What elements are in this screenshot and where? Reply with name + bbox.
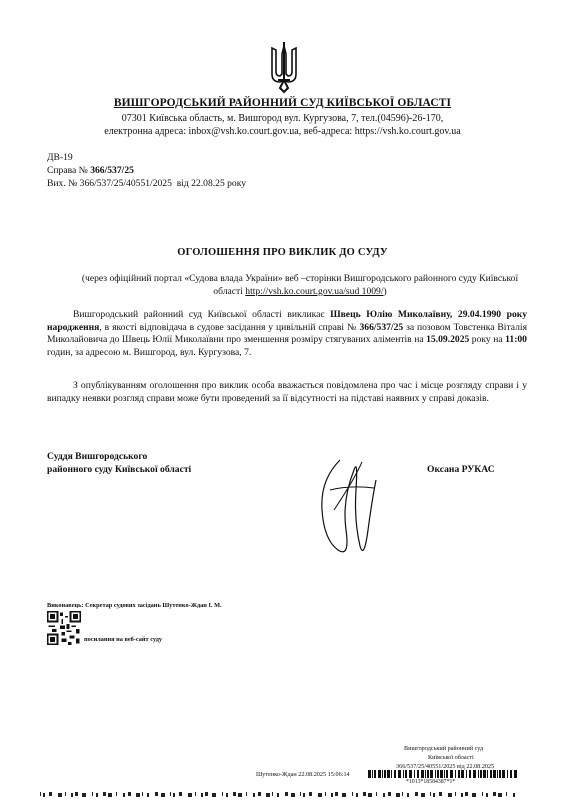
barcode-bar (493, 770, 496, 778)
outgoing-number: Вих. № 366/537/25/40551/2025 (47, 178, 172, 189)
barcode-bar (483, 770, 486, 778)
bottom-artifact-mark (376, 792, 377, 796)
stamp-registration: 366/537/25/40551/2025 від 22.08.2025 (396, 763, 495, 770)
barcode-bar (427, 770, 429, 778)
barcode-bar (497, 770, 498, 778)
barcode-bar (398, 770, 401, 778)
bottom-artifact-mark (173, 793, 175, 797)
bottom-artifact-mark (421, 793, 425, 797)
barcode-bar (368, 770, 371, 778)
barcode-bar (403, 770, 404, 778)
bottom-artifact-mark (363, 792, 366, 796)
outgoing-date: від 22.08.25 року (176, 178, 247, 189)
summons-paragraph (47, 309, 527, 359)
bottom-artifact-mark (455, 792, 456, 796)
barcode-bar (514, 770, 517, 778)
bottom-artifact-mark (128, 792, 131, 796)
stamp-user-time: Шутенко-Ждан 22.08.2025 15:06:14 (256, 771, 350, 778)
barcode-bar (440, 770, 443, 778)
barcode-bar (425, 770, 426, 778)
bottom-artifact-mark (222, 792, 223, 796)
trident-emblem-icon (268, 40, 300, 94)
barcode-bar (414, 770, 415, 778)
bottom-artifact-mark (233, 792, 236, 796)
barcode-bar (444, 770, 445, 778)
document-title: ОГОЛОШЕННЯ ПРО ВИКЛИК ДО СУДУ (177, 247, 388, 258)
barcode-bar (458, 770, 460, 778)
court-contacts: електронна адреса: inbox@vsh.ko.court.gov.ua, веб-адреса: https://vsh.ko.court.gov.ua (104, 126, 461, 137)
bottom-artifact-mark (318, 793, 322, 797)
barcode-bar (387, 770, 390, 778)
bottom-artifact-mark (448, 793, 452, 797)
bottom-artifact-mark (258, 792, 261, 796)
qr-code-icon[interactable] (47, 611, 81, 645)
barcode-icon (368, 770, 518, 778)
bottom-artifact-mark (331, 793, 333, 797)
executor-line: Виконавець: Секретар судових засідань Шутенко-Ждан І. М. (47, 602, 222, 609)
bottom-artifact-mark (253, 793, 255, 797)
judge-title-line2: районного суду Київської області (47, 463, 192, 475)
bottom-artifact-mark (116, 792, 117, 796)
bottom-artifact-mark (513, 793, 515, 797)
para1-part1: Вишгородський районний суд Київської області викликає (73, 309, 331, 320)
bottom-artifact-mark (96, 793, 98, 797)
bottom-artifact-mark (108, 793, 112, 797)
bottom-artifact-mark (147, 793, 149, 797)
bottom-artifact-mark (486, 793, 488, 797)
form-code: ДВ-19 (47, 152, 73, 163)
bottom-artifact-mark (123, 793, 125, 797)
barcode-bar (372, 770, 373, 778)
bottom-artifact-mark (155, 792, 158, 796)
case-number-line (47, 165, 134, 177)
bottom-artifact-mark (92, 792, 93, 796)
bottom-artifact-mark (205, 792, 208, 796)
barcode-bar (374, 770, 376, 778)
notice-paragraph: З опублікуванням оголошення про виклик особа вважається повідомлена про час і місце розгляду справи і у випадку неявки розгляд справи може бути проведений за її відсутності на підставі наявних у справі доказів. (47, 380, 527, 404)
defendant-name: Швець Юлію Миколаївну, 29.04.1990 року народження (47, 309, 527, 333)
bottom-artifact-mark (415, 792, 418, 796)
barcode-bar (430, 770, 433, 778)
bottom-artifact-mark (309, 792, 312, 796)
stamp-court-line1: Вишгородський районний суд (404, 745, 484, 752)
bottom-artifact-mark (238, 793, 242, 797)
bottom-artifact-mark (396, 793, 400, 797)
bottom-artifact-mark (195, 792, 196, 796)
stamp-court-line2: Київської області (428, 754, 474, 761)
barcode-bar (450, 770, 453, 778)
bottom-artifact-mark (212, 793, 216, 797)
bottom-artifact-mark (368, 793, 372, 797)
bottom-artifact-mark (383, 793, 385, 797)
barcode-bar (510, 770, 512, 778)
para1-part2: , в якості відповідача в судове засідання у цивільній справі № (99, 321, 360, 333)
handwritten-signature (310, 450, 380, 570)
bottom-artifact-mark (407, 793, 409, 797)
bottom-artifact-mark (188, 793, 192, 797)
bottom-artifact-mark (498, 793, 502, 797)
para1-part4: року на (469, 334, 506, 346)
barcode-bar (499, 770, 501, 778)
bottom-artifact-mark (335, 792, 338, 796)
bottom-artifact-mark (75, 792, 78, 796)
intro-close: ) (383, 285, 387, 297)
barcode-bar (435, 770, 436, 778)
bottom-artifact-mark (170, 792, 171, 796)
bottom-artifact-mark (49, 792, 52, 796)
barcode-bar (461, 770, 464, 778)
barcode-bar (437, 770, 439, 778)
barcode-code: *1013*18584387*1* (406, 779, 456, 785)
barcode-bar (507, 770, 508, 778)
bottom-artifact-mark (82, 793, 86, 797)
barcode-bar (502, 770, 505, 778)
barcode-bar (469, 770, 471, 778)
bottom-artifact-mark (277, 793, 279, 797)
barcode-bar (394, 770, 396, 778)
outgoing-number-line (47, 178, 246, 190)
bottom-artifact-mark (43, 793, 45, 797)
page-bottom-artifact (40, 792, 518, 798)
barcode-bar (473, 770, 476, 778)
hearing-time: 11:00 (505, 334, 527, 346)
barcode-bar (409, 770, 412, 778)
bottom-artifact-mark (388, 792, 391, 796)
hearing-date: 15.09.2025 (426, 334, 470, 346)
bottom-artifact-mark (325, 792, 326, 796)
bottom-artifact-mark (40, 792, 41, 796)
bottom-artifact-mark (342, 793, 346, 797)
qr-caption: посилання на веб-сайт суду (84, 636, 163, 643)
bottom-artifact-mark (103, 792, 106, 796)
bottom-artifact-mark (58, 793, 62, 797)
court-portal-link[interactable]: http://vsh.ko.court.gov.ua/sud 1009/ (245, 285, 384, 297)
intro-text (80, 273, 520, 298)
bottom-artifact-mark (493, 792, 496, 796)
para1-part5: годин, за адресою м. Вишгород, вул. Кургузова, 7. (47, 346, 252, 358)
barcode-bar (455, 770, 456, 778)
case-number: 366/537/25 (90, 165, 134, 176)
intro-body: (через офіційний портал «Судова влада України» веб –сторінки Вишгородського районного суду Київської області (81, 273, 519, 297)
barcode-bar (480, 770, 482, 778)
barcode-bar (478, 770, 479, 778)
bottom-artifact-mark (439, 792, 442, 796)
bottom-artifact-mark (430, 792, 431, 796)
bottom-artifact-mark (201, 793, 203, 797)
bottom-artifact-mark (506, 792, 507, 796)
bottom-artifact-mark (71, 793, 73, 797)
bottom-artifact-mark (226, 793, 228, 797)
barcode-bar (384, 770, 386, 778)
barcode-bar (446, 770, 448, 778)
bottom-artifact-mark (266, 793, 270, 797)
bottom-artifact-mark (65, 792, 66, 796)
bottom-artifact-mark (246, 792, 247, 796)
bottom-artifact-mark (356, 793, 358, 797)
barcode-bar (405, 770, 407, 778)
barcode-bar (391, 770, 392, 778)
bottom-artifact-mark (461, 793, 463, 797)
bottom-artifact-mark (472, 793, 476, 797)
barcode-bar (490, 770, 492, 778)
bottom-artifact-mark (272, 792, 273, 796)
barcode-bar (487, 770, 488, 778)
barcode-bar (378, 770, 381, 778)
bottom-artifact-mark (142, 792, 143, 796)
bottom-artifact-mark (352, 792, 353, 796)
bottom-artifact-mark (291, 793, 295, 797)
court-name: ВИШГОРОДСЬКИЙ РАЙОННИЙ СУД КИЇВСЬКОЇ ОБЛАСТІ (113, 97, 452, 109)
judge-name: Оксана РУКАС (427, 464, 495, 475)
bottom-artifact-mark (161, 793, 165, 797)
para1-case-number: 366/537/25 (359, 321, 404, 333)
bottom-artifact-mark (402, 792, 403, 796)
barcode-bar (382, 770, 383, 778)
bottom-artifact-mark (136, 793, 140, 797)
bottom-artifact-mark (482, 792, 483, 796)
bottom-artifact-mark (303, 793, 305, 797)
judge-title-line1: Суддя Вишгородського (47, 451, 148, 462)
barcode-bar (466, 770, 467, 778)
bottom-artifact-mark (285, 792, 288, 796)
para1-part3: за позовом Товстенка Віталія Миколайовича до Швець Юлії Миколаївни про зменшення розміру стягуваних аліментів на (47, 321, 527, 346)
bottom-artifact-mark (433, 793, 435, 797)
barcode-bar (417, 770, 419, 778)
court-address: 07301 Київська область, м. Вишгород вул. Кургузова, 7, тел.(04596)-26-170, (121, 113, 444, 124)
barcode-bar (421, 770, 424, 778)
bottom-artifact-mark (179, 792, 182, 796)
bottom-artifact-mark (465, 792, 468, 796)
case-label: Справа № (47, 165, 91, 176)
bottom-artifact-mark (300, 792, 301, 796)
judge-title (47, 451, 191, 476)
